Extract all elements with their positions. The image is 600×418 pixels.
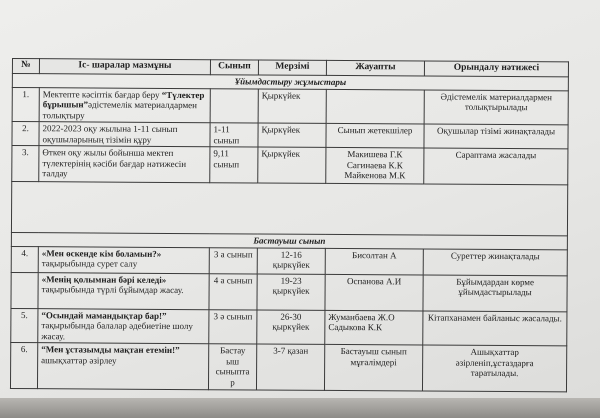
row-grade: 9,11 сынып xyxy=(210,147,258,183)
term-line: қыркүйек xyxy=(272,285,310,296)
responsible-line: мұғалімдері xyxy=(350,356,397,367)
responsible-line: Бастауыш сынып xyxy=(340,346,407,357)
row-num: 1. xyxy=(12,87,39,122)
row-num: 5. xyxy=(11,308,38,343)
row-num xyxy=(11,272,38,308)
spacer-row xyxy=(11,182,567,236)
header-grade: Сынып xyxy=(210,60,258,75)
row-term: Қыркүйек xyxy=(258,123,326,147)
table-row xyxy=(12,146,568,185)
responsible-line: Майкенова М.К xyxy=(344,170,406,181)
grade-line: Бастау xyxy=(220,345,246,356)
row-result: Бұйымдардан көрме ұйымдастырылады xyxy=(423,275,567,312)
table-row xyxy=(12,87,568,125)
row-grade: 3 ә сынып xyxy=(209,309,257,344)
row-num: 2. xyxy=(12,122,39,146)
row-responsible: Бисолтан А xyxy=(325,248,423,275)
row-responsible: Оспанова А.И xyxy=(325,274,423,311)
row-term xyxy=(257,248,325,274)
row-activity: Өткен оқу жылы бойынша мектеп түлектерінің кәсіби бағдар нәтижесін талдау xyxy=(39,146,210,183)
header-num: № xyxy=(12,59,39,74)
responsible-line: Макишева Г.К xyxy=(347,149,403,160)
row-responsible xyxy=(324,344,422,391)
result-line: таратылады. xyxy=(470,367,519,379)
activity-text: тақырыбында балалар әдебиетіне шолу жасау. xyxy=(41,320,193,341)
activity-text: ашықхаттар әзірлеу xyxy=(41,354,117,366)
row-term xyxy=(257,274,325,310)
activity-highlight: “Түлектер бұрышын” xyxy=(42,89,205,110)
row-result: Әдістемелік материалдармен толықтырылады xyxy=(424,90,568,125)
activity-text: әдістемелік материалдармен толықтыру xyxy=(42,99,198,120)
career-guidance-plan-table xyxy=(10,58,569,392)
grade-line: ыш xyxy=(226,355,240,366)
row-term xyxy=(257,310,325,345)
activity-title: «Мен өскенде кім боламын?» xyxy=(41,247,162,259)
term-line: 19-23 xyxy=(280,275,302,286)
section-title: Ұйымдастыру жұмыстары xyxy=(12,74,568,91)
row-num: 6. xyxy=(10,342,37,388)
row-activity: 2022-2023 оқу жылына 1-11 сынып оқушыларының тізімін құру xyxy=(39,122,210,147)
header-activity: Іс- шаралар мазмұны xyxy=(39,59,210,75)
result-line: әзірленіп,ұстаздарға xyxy=(455,357,534,368)
row-responsible xyxy=(325,310,423,345)
row-activity xyxy=(38,246,209,273)
activity-title: “Осындай мамандықтар бар!” xyxy=(41,309,167,321)
row-responsible xyxy=(326,89,424,124)
row-term: Қыркүйек xyxy=(258,89,326,124)
term-line: қыркүйек xyxy=(272,321,310,332)
term-line: қыркүйек xyxy=(272,259,310,270)
row-grade xyxy=(210,88,258,123)
term-line: 26-30 xyxy=(280,311,302,322)
row-result: Сараптама жасалады xyxy=(424,148,568,185)
result-line: Ашықхаттар xyxy=(470,346,519,358)
responsible-line: Сагинаева К.К xyxy=(346,159,403,170)
activity-text: Мектепте кәсіптік бағдар беру xyxy=(42,88,160,100)
row-term: 3-7 қазан xyxy=(256,344,324,390)
header-term: Мерзімі xyxy=(258,60,326,75)
row-term: Қыркүйек xyxy=(258,147,326,183)
row-grade: 1-11 сынып xyxy=(210,123,258,147)
row-result xyxy=(422,345,566,392)
table-row xyxy=(11,246,567,275)
activity-title: “Мен ұстазымды мақтан етемін!” xyxy=(41,344,180,356)
row-responsible xyxy=(326,147,424,184)
grade-line: р xyxy=(230,376,235,387)
responsible-line: Садыкова К.К xyxy=(328,321,383,333)
activity-text: тақырыбында түрлі бұйымдар жасау. xyxy=(41,284,184,296)
row-activity xyxy=(38,272,209,309)
table-row xyxy=(11,308,567,346)
section-title: Бастауыш сынып xyxy=(11,232,567,249)
row-activity xyxy=(38,308,209,344)
row-result: Суреттер жинақталады xyxy=(423,249,567,276)
table-surface xyxy=(0,398,600,418)
header-result: Орындалу нәтижесі xyxy=(424,61,568,77)
spacer-cell xyxy=(11,182,567,236)
row-grade xyxy=(208,344,256,390)
row-num: 4. xyxy=(11,246,38,272)
row-grade: 4 а сынып xyxy=(209,273,257,309)
row-num: 3. xyxy=(12,146,39,182)
row-responsible: Сынып жетекшілер xyxy=(326,123,424,148)
table-row xyxy=(11,272,567,311)
row-activity xyxy=(39,87,210,123)
table-row xyxy=(12,122,568,149)
row-result: Оқушылар тізімі жинақталады xyxy=(424,124,568,149)
term-line: 12-16 xyxy=(280,249,302,260)
grade-line: сыныпта xyxy=(215,366,250,377)
activity-text: тақырыбында сурет салу xyxy=(41,258,138,269)
activity-title: «Менің қолымнан бәрі келеді» xyxy=(41,273,167,285)
header-responsible: Жауапты xyxy=(326,60,424,76)
row-result: Кітапханамен байланыс жасалады. xyxy=(423,311,567,346)
table-row xyxy=(10,342,566,391)
responsible-line: Жуманбаева Ж.О xyxy=(328,311,395,322)
row-activity xyxy=(37,343,208,390)
row-grade: 3 а сынып xyxy=(209,247,257,273)
